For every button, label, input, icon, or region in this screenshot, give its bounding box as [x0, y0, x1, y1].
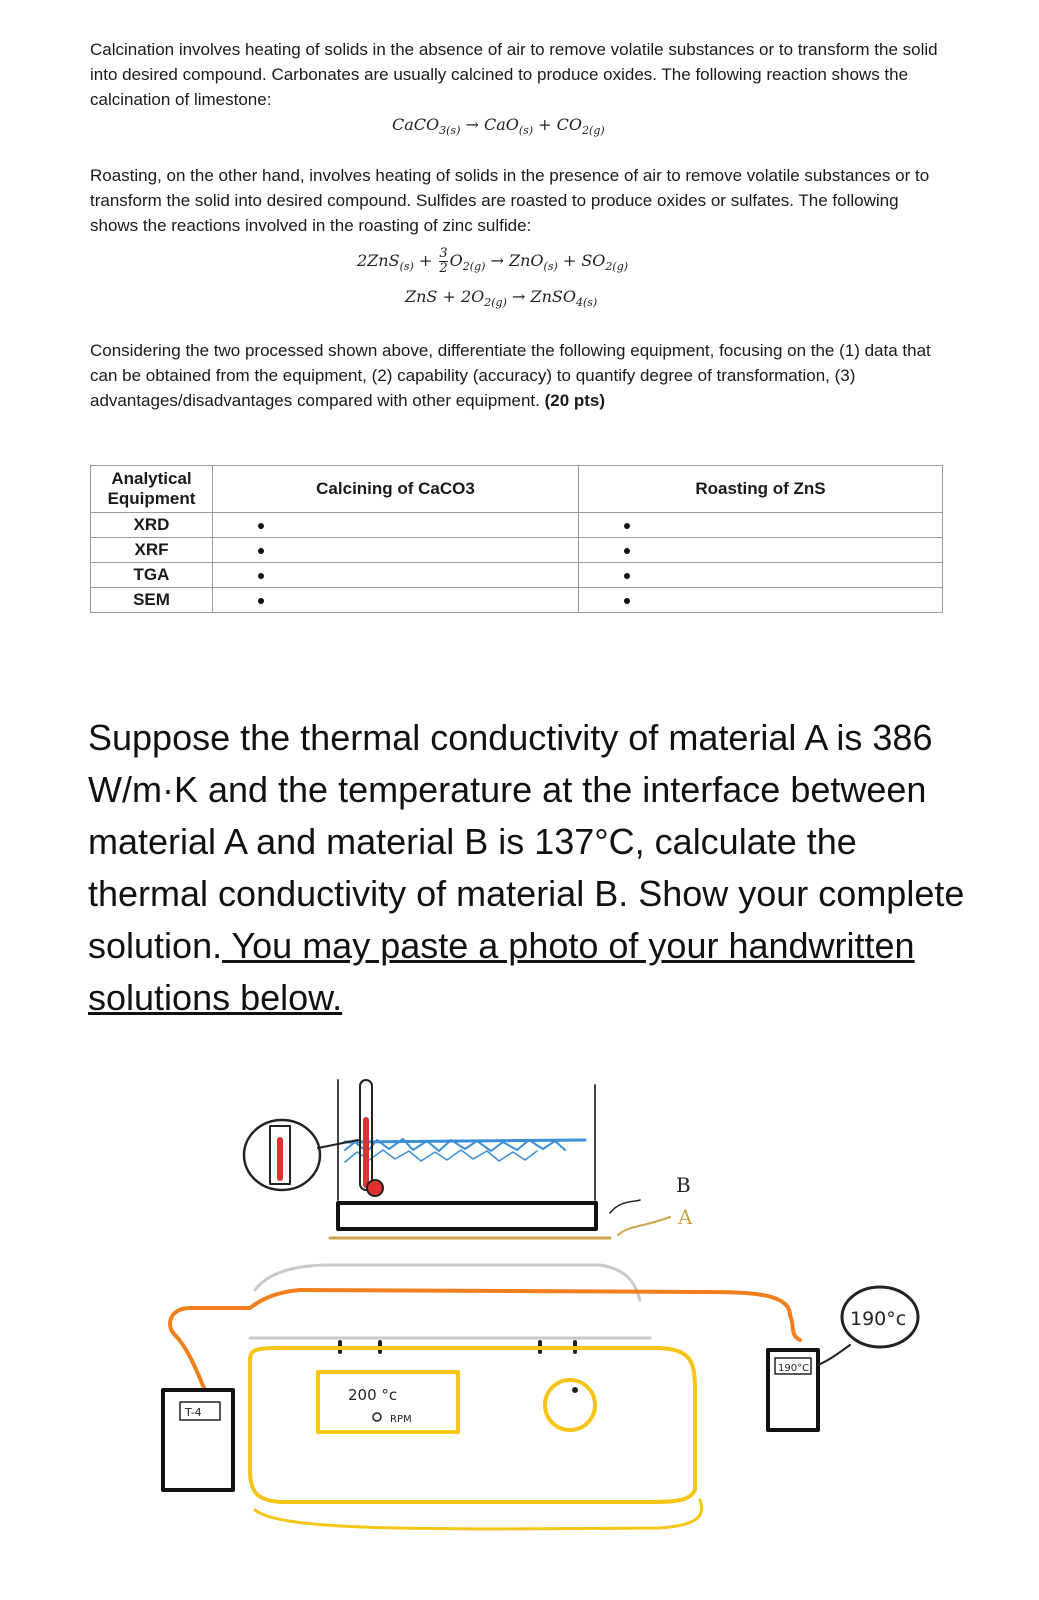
- paste-photo-instruction: You may paste a photo of your handwritten solutions below.: [88, 925, 915, 1018]
- water-ice-lower: [345, 1150, 537, 1162]
- knob-indicator: [572, 1387, 578, 1393]
- slab-b: [338, 1203, 596, 1229]
- water-surface: [345, 1140, 585, 1142]
- answer-cell[interactable]: [579, 513, 943, 538]
- table-row: [91, 563, 943, 588]
- probe-wire: [170, 1290, 800, 1390]
- thermal-conductivity-question: Suppose the thermal conductivity of material A is 386 W/m·K and the temperature at the interface between material A and material B is 137°C, calculate the thermal conductivity of material B. Show your complete solution. You may paste a photo of your handwritten solutions below.: [88, 717, 965, 1018]
- equipment-question: Considering the two processed shown above, differentiate the following equipment, focusing on the (1) data that can be obtained from the equipment, (2) capability (accuracy) to quantify degree of transformation, (3) advantages/disadvantages compared with other equipment. (20 pts): [90, 341, 931, 410]
- row-label-sem: SEM: [91, 588, 213, 613]
- probe-reading: 190°c: [850, 1308, 907, 1330]
- label-a: A: [678, 1205, 693, 1229]
- row-label-xrf: XRF: [91, 538, 213, 563]
- probe-meter-display: 190°C: [778, 1363, 810, 1374]
- hotplate-rpm: RPM: [390, 1414, 412, 1425]
- hotplate-base: [255, 1500, 702, 1529]
- hotplate-knob: [545, 1380, 595, 1430]
- equipment-table: [90, 465, 943, 613]
- label-b-line: [610, 1200, 640, 1213]
- bullet-icon: [624, 573, 630, 579]
- bullet-icon: [258, 548, 264, 554]
- probe-bubble-pointer: [818, 1345, 850, 1365]
- answer-cell[interactable]: [213, 538, 579, 563]
- thermometer-bulb: [367, 1180, 383, 1196]
- answer-cell[interactable]: [213, 588, 579, 613]
- hotplate-top: [255, 1265, 640, 1300]
- rpm-dot-icon: [373, 1413, 381, 1421]
- bullet-icon: [624, 523, 630, 529]
- calcination-equation: CaCO$_{3(s)}$ → $CaO_{(s)} + CO_{2(g)}$: [392, 115, 605, 138]
- roasting-equation-1: 2ZnS$_{(s)}$ + $\frac{3}{2}$ $O_{2(g)} \to ZnO_{(s)} + SO_{2(g)}$: [357, 246, 629, 276]
- answer-cell[interactable]: [213, 513, 579, 538]
- label-b: B: [676, 1173, 691, 1197]
- row-label-tga: TGA: [91, 563, 213, 588]
- answer-cell[interactable]: [579, 588, 943, 613]
- table-row: [91, 513, 943, 538]
- left-meter-label: T-4: [185, 1406, 202, 1419]
- answer-cell[interactable]: [213, 563, 579, 588]
- bullet-icon: [258, 573, 264, 579]
- bullet-icon: [258, 523, 264, 529]
- table-row: [91, 588, 943, 613]
- header-roasting: Roasting of ZnS: [579, 466, 943, 513]
- hotplate-temp: 200 °c: [348, 1386, 398, 1404]
- header-analytical-equipment: Analytical Equipment: [91, 466, 213, 513]
- roasting-paragraph: Roasting, on the other hand, involves heating of solids in the presence of air to remove volatile substances or to transform the solid into desired compound. Sulfides are roasted to produce oxides or sulfates. The following shows the reactions involved in the roasting of zinc sulfide:: [90, 166, 930, 235]
- handwritten-sketch: [0, 1060, 1039, 1600]
- bullet-icon: [624, 598, 630, 604]
- answer-cell[interactable]: [579, 538, 943, 563]
- table-row: [91, 538, 943, 563]
- bullet-icon: [624, 548, 630, 554]
- bullet-icon: [258, 598, 264, 604]
- label-a-line: [618, 1217, 670, 1235]
- calcination-paragraph: Calcination involves heating of solids in the absence of air to remove volatile substances or to transform the solid into desired compound. Carbonates are usually calcined to produce oxides. The following reaction shows the calcination of limestone:: [90, 40, 938, 109]
- table-header-row: [91, 466, 943, 513]
- header-calcining: Calcining of CaCO3: [213, 466, 579, 513]
- answer-cell[interactable]: [579, 563, 943, 588]
- roasting-equation-2: ZnS + $2O_{2(g)}$ → ZnSO$_{4(s)}$: [405, 287, 598, 310]
- row-label-xrd: XRD: [91, 513, 213, 538]
